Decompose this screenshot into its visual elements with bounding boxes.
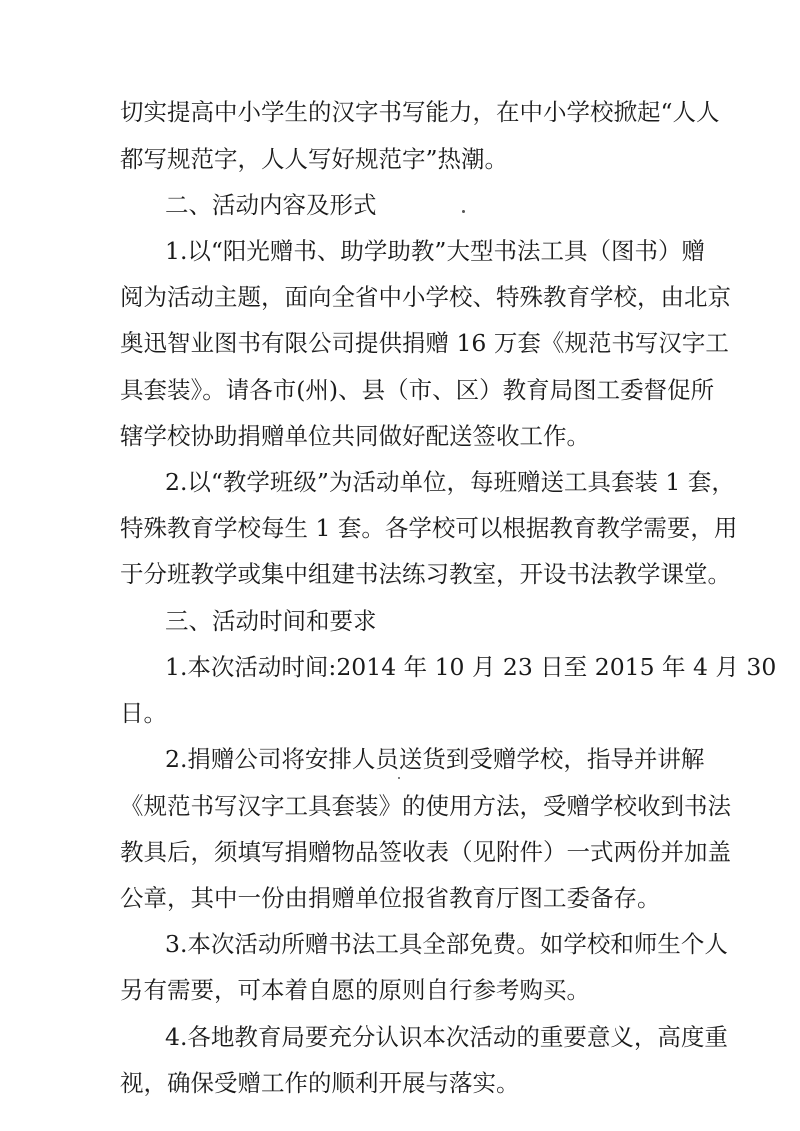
section-heading: 三、活动时间和要求 xyxy=(165,607,377,635)
list-item-line: 1.本次活动时间:2014 年 10 月 23 日至 2015 年 4 月 30 xyxy=(165,653,777,681)
list-item-line: 2.以“教学班级”为活动单位，每班赠送工具套装 1 套， xyxy=(165,468,735,496)
list-item-line: 奥迅智业图书有限公司提供捐赠 16 万套《规范书写汉字工 xyxy=(120,329,729,357)
list-item-line: 特殊教育学校每生 1 套。各学校可以根据教育教学需要，用 xyxy=(120,514,738,542)
scan-speck xyxy=(398,777,400,779)
body-text-line: 都写规范字，人人写好规范字”热潮。 xyxy=(120,145,509,173)
list-item-line: 2.捐赠公司将安排人员送货到受赠学校，指导并讲解 xyxy=(165,745,705,773)
list-item-line: 3.本次活动所赠书法工具全部免费。如学校和师生个人 xyxy=(165,930,728,958)
list-item-line: 公章，其中一份由捐赠单位报省教育厅图工委备存。 xyxy=(120,884,661,912)
list-item-line: 1.以“阳光赠书、助学助教”大型书法工具（图书）赠 xyxy=(165,237,705,265)
list-item-line: 教具后，须填写捐赠物品签收表（见附件）一式两份并加盖 xyxy=(120,838,731,866)
body-text-line: 切实提高中小学生的汉字书写能力，在中小学校掀起“人人 xyxy=(120,98,720,126)
list-item-line: 辖学校协助捐赠单位共同做好配送签收工作。 xyxy=(120,422,590,450)
section-heading: 二、活动内容及形式 xyxy=(165,191,377,219)
list-item-line: 具套装》。请各市(州)、县（市、区）教育局图工委督促所 xyxy=(120,376,715,404)
list-item-line: 于分班教学或集中组建书法练习教室，开设书法教学课堂。 xyxy=(120,560,731,588)
list-item-line: 视，确保受赠工作的顺利开展与落实。 xyxy=(120,1069,520,1097)
list-item-line: 日。 xyxy=(120,699,167,727)
scan-speck xyxy=(462,210,465,213)
list-item-line: 《规范书写汉字工具套装》的使用方法，受赠学校收到书法 xyxy=(120,792,731,820)
list-item-line: 4.各地教育局要充分认识本次活动的重要意义，高度重 xyxy=(165,1023,728,1051)
list-item-line: 另有需要，可本着自愿的原则自行参考购买。 xyxy=(120,976,590,1004)
list-item-line: 阅为活动主题，面向全省中小学校、特殊教育学校，由北京 xyxy=(120,283,731,311)
